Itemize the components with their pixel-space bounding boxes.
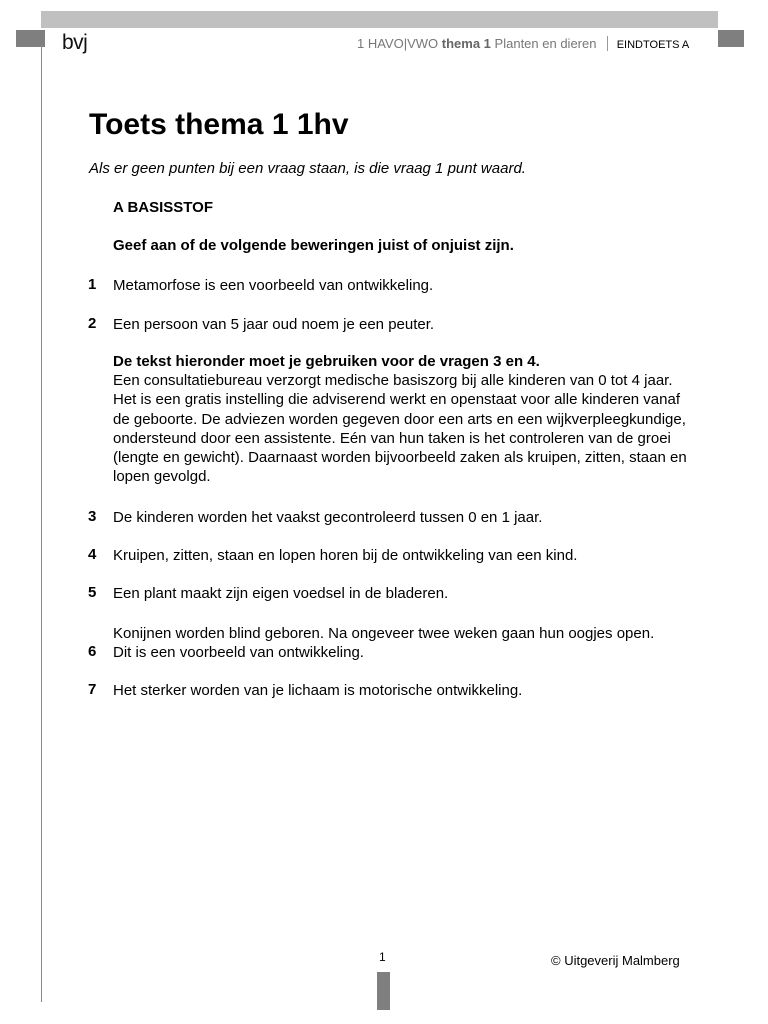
theme-title: Planten en dieren <box>494 36 597 51</box>
question-number: 7 <box>88 681 97 698</box>
question-text: Het sterker worden van je lichaam is motorische ontwikkeling. <box>113 682 523 699</box>
question-number: 2 <box>88 315 97 332</box>
right-edge-tab <box>718 30 744 47</box>
question-number: 1 <box>88 276 97 293</box>
section-heading: A BASISSTOF <box>113 199 214 216</box>
theme-label: thema 1 <box>441 36 491 51</box>
header-info <box>357 36 689 51</box>
course-label: 1 HAVO|VWO <box>357 36 439 51</box>
passage-title: De tekst hieronder moet je gebruiken voor de vragen 3 en 4. <box>113 353 540 370</box>
question-text: De kinderen worden het vaakst gecontroleerd tussen 0 en 1 jaar. <box>113 509 543 526</box>
page-number: 1 <box>379 950 386 964</box>
question-number: 4 <box>88 546 97 563</box>
top-gray-bar <box>41 11 718 28</box>
header-separator <box>607 36 608 51</box>
question-text: Dit is een voorbeeld van ontwikkeling. <box>113 644 364 661</box>
question-number: 5 <box>88 584 97 601</box>
question-number: 3 <box>88 508 97 525</box>
reading-passage <box>113 352 688 486</box>
passage-text: Een consultatiebureau verzorgt medische basiszorg bij alle kinderen van 0 tot 4 jaar. Het is een gratis instelling die adviserend werkt en openstaat voor alle kinderen vanaf de geboorte. De adviezen worden gegeven door een arts en een wijkverpleegkundige, ondersteund door een assistente. Eén van hun taken is het controleren van de groei (lengte en gewicht). Daarnaast worden bijvoorbeeld zaken als kruipen, zitten, staan en lopen gevolgd. <box>113 372 687 486</box>
question-text: Een plant maakt zijn eigen voedsel in de bladeren. <box>113 585 449 602</box>
page-title: Toets thema 1 1hv <box>89 108 349 141</box>
copyright-text: © Uitgeverij Malmberg <box>551 953 680 968</box>
question-text: Metamorfose is een voorbeeld van ontwikkeling. <box>113 277 434 294</box>
intro-text: Als er geen punten bij een vraag staan, is die vraag 1 punt waard. <box>89 160 526 177</box>
question-number: 6 <box>88 643 97 660</box>
instruction-text: Geef aan of de volgende beweringen juist of onjuist zijn. <box>113 237 514 254</box>
bottom-page-tab <box>377 972 390 1010</box>
left-margin-line <box>41 45 42 1002</box>
question-text: Kruipen, zitten, staan en lopen horen bij de ontwikkeling van een kind. <box>113 547 578 564</box>
test-code: EINDTOETS A <box>616 39 690 51</box>
question-intro: Konijnen worden blind geboren. Na ongeveer twee weken gaan hun oogjes open. <box>113 625 655 642</box>
publisher-logo: bvj <box>62 31 88 54</box>
question-text: Een persoon van 5 jaar oud noem je een peuter. <box>113 316 435 333</box>
